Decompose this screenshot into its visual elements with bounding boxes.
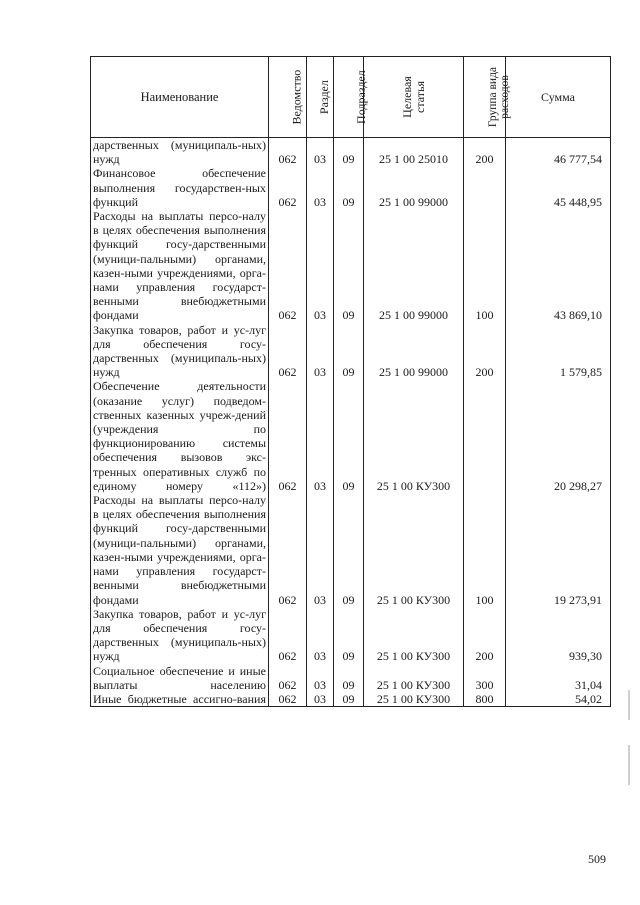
row-target: 25 1 00 99000 — [364, 323, 464, 380]
table-row — [91, 323, 611, 380]
row-subsection: 09 — [334, 664, 364, 692]
table-row — [91, 692, 611, 707]
row-name: Обеспечение деятельности (оказание услуг) подведом-ственных казенных учреж-дений (учреждения по функционированию системы обеспечения вызовов экс-тренных оперативных служб по единому номеру «112») — [91, 379, 269, 493]
row-expense-group — [464, 379, 506, 493]
row-ministry: 062 — [269, 166, 307, 209]
table-row — [91, 607, 611, 664]
row-subsection: 09 — [334, 493, 364, 607]
row-section: 03 — [307, 166, 334, 209]
table-header-row — [91, 57, 611, 138]
row-expense-group: 300 — [464, 664, 506, 692]
row-subsection: 09 — [334, 166, 364, 209]
row-subsection: 09 — [334, 138, 364, 167]
row-section: 03 — [307, 664, 334, 692]
row-name: Финансовое обеспечение выполнения государствен-ных функций — [91, 166, 269, 209]
table-row — [91, 493, 611, 607]
page-number: 509 — [588, 852, 606, 866]
row-sum: 46 777,54 — [506, 138, 611, 167]
row-ministry: 062 — [269, 493, 307, 607]
header-target: Целевая статья — [364, 57, 464, 138]
row-ministry: 062 — [269, 379, 307, 493]
row-sum: 1 579,85 — [506, 323, 611, 380]
row-section: 03 — [307, 323, 334, 380]
row-sum: 19 273,91 — [506, 493, 611, 607]
row-expense-group: 100 — [464, 493, 506, 607]
row-expense-group — [464, 166, 506, 209]
header-expense-group: Группа вида расходов — [464, 57, 506, 138]
budget-table — [90, 56, 611, 707]
row-ministry: 062 — [269, 138, 307, 167]
row-subsection: 09 — [334, 323, 364, 380]
row-target: 25 1 00 КУ300 — [364, 379, 464, 493]
row-expense-group: 100 — [464, 209, 506, 323]
row-section: 03 — [307, 607, 334, 664]
row-name: Закупка товаров, работ и ус-луг для обеспечения госу-дарственных (муниципаль-ных) нужд — [91, 607, 269, 664]
row-sum: 939,30 — [506, 607, 611, 664]
row-section: 03 — [307, 493, 334, 607]
row-target: 25 1 00 КУ300 — [364, 493, 464, 607]
row-section: 03 — [307, 692, 334, 707]
row-section: 03 — [307, 138, 334, 167]
header-name: Наименование — [91, 57, 269, 138]
row-name: Расходы на выплаты персо-налу в целях обеспечения выполнения функций госу-дарственными (муници-пальными) органами, казен-ными учреждениями, орга-нами управления государст-венными внебюджетными фондами — [91, 493, 269, 607]
row-ministry: 062 — [269, 692, 307, 707]
header-ministry: Ведомство — [269, 57, 307, 138]
row-name: Закупка товаров, работ и ус-луг для обеспечения госу-дарственных (муниципаль-ных) нужд — [91, 323, 269, 380]
row-subsection: 09 — [334, 209, 364, 323]
table-row — [91, 664, 611, 692]
row-ministry: 062 — [269, 607, 307, 664]
row-name: Расходы на выплаты персо-налу в целях обеспечения выполнения функций госу-дарственными (муници-пальными) органами, казен-ными учреждениями, орга-нами управления государст-венными внебюджетными фондами — [91, 209, 269, 323]
row-section: 03 — [307, 209, 334, 323]
row-target: 25 1 00 99000 — [364, 209, 464, 323]
row-sum: 43 869,10 — [506, 209, 611, 323]
row-section: 03 — [307, 379, 334, 493]
row-sum: 45 448,95 — [506, 166, 611, 209]
scan-edge-mark — [628, 745, 630, 785]
row-name: дарственных (муниципаль-ных) нужд — [91, 138, 269, 167]
row-ministry: 062 — [269, 323, 307, 380]
row-target: 25 1 00 КУ300 — [364, 664, 464, 692]
header-subsection: Подраздел — [334, 57, 364, 138]
row-sum: 54,02 — [506, 692, 611, 707]
table-row — [91, 379, 611, 493]
row-expense-group: 200 — [464, 607, 506, 664]
row-target: 25 1 00 КУ300 — [364, 692, 464, 707]
table-row — [91, 138, 611, 167]
row-ministry: 062 — [269, 664, 307, 692]
scan-edge-mark — [628, 690, 630, 720]
row-sum: 31,04 — [506, 664, 611, 692]
row-target: 25 1 00 КУ300 — [364, 607, 464, 664]
row-name: Иные бюджетные ассигно-вания — [91, 692, 269, 707]
row-subsection: 09 — [334, 379, 364, 493]
row-expense-group: 200 — [464, 323, 506, 380]
header-sum: Сумма — [506, 57, 611, 138]
row-name: Социальное обеспечение и иные выплаты населению — [91, 664, 269, 692]
row-ministry: 062 — [269, 209, 307, 323]
row-subsection: 09 — [334, 607, 364, 664]
table-row — [91, 209, 611, 323]
table-row — [91, 166, 611, 209]
row-target: 25 1 00 99000 — [364, 166, 464, 209]
row-expense-group: 200 — [464, 138, 506, 167]
row-subsection: 09 — [334, 692, 364, 707]
row-sum: 20 298,27 — [506, 379, 611, 493]
header-section: Раздел — [307, 57, 334, 138]
row-expense-group: 800 — [464, 692, 506, 707]
row-target: 25 1 00 25010 — [364, 138, 464, 167]
